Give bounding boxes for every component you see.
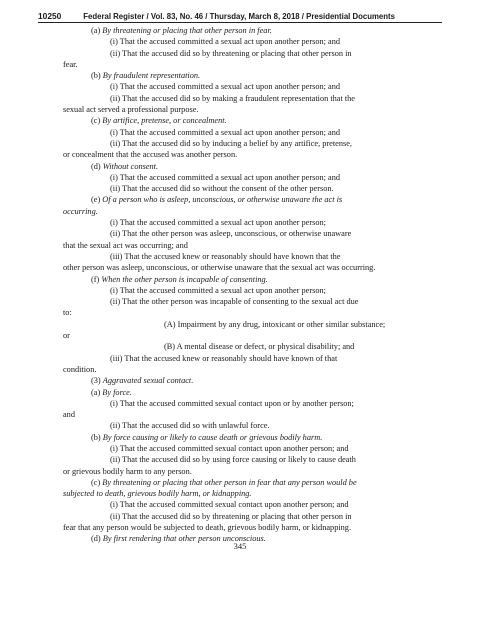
line-text: and [63, 410, 75, 420]
line-text: (iii) That the accused knew or reasonably should have known of that [110, 353, 338, 363]
line-text: (i) That the accused committed a sexual act upon another person; and [110, 82, 341, 92]
text-line [63, 36, 433, 47]
italic-heading-text: Without consent. [102, 161, 159, 171]
text-line [63, 228, 433, 239]
text-line [63, 59, 433, 70]
text-line [63, 522, 433, 533]
text-line [63, 183, 433, 194]
text-line [63, 466, 433, 477]
line-text: (e) [91, 195, 103, 205]
text-line [63, 307, 433, 318]
line-text: fear that any person would be subjected to death, grievous bodily harm, or kidnapping. [63, 523, 352, 533]
text-line [63, 48, 433, 59]
italic-heading-text: subjected to death, grievous bodily harm, or kidnapping. [63, 489, 252, 499]
line-text: (ii) That the accused did so by threatening or placing that other person in [110, 511, 352, 521]
line-text: (a) [91, 26, 103, 35]
line-text: (c) [91, 116, 103, 126]
text-line [63, 364, 433, 375]
text-line [63, 240, 433, 251]
italic-heading-text: By force. [102, 387, 132, 397]
line-text: (ii) That the accused did so with unlawful force. [110, 421, 270, 431]
line-text: (i) That the accused committed a sexual act upon another person; [110, 218, 326, 228]
line-text: (b) [91, 432, 103, 442]
line-text: (i) That the accused committed sexual contact upon or by another person; [110, 398, 354, 408]
italic-heading-text: Of a person who is asleep, unconscious, or otherwise unaware the act is [102, 195, 343, 205]
text-line [63, 409, 433, 420]
text-line [63, 443, 433, 454]
line-text: fear. [63, 59, 78, 69]
line-text: (i) That the accused committed a sexual act upon another person; [110, 285, 326, 295]
line-text: (B) A mental disease or defect, or physical disability; and [164, 342, 355, 352]
text-line [63, 353, 433, 364]
line-text: that the sexual act was occurring; and [63, 240, 188, 250]
line-text: (ii) That the accused did so by making a fraudulent representation that the [110, 93, 355, 103]
line-text: (ii) That the other person was asleep, unconscious, or otherwise unaware [110, 229, 352, 239]
header-page-number: 10250 [38, 11, 62, 21]
header-rule [38, 22, 442, 23]
line-text: condition. [63, 364, 97, 374]
line-text: (i) That the accused committed a sexual act upon another person; and [110, 127, 341, 137]
italic-heading-text: By artifice, pretense, or concealment. [102, 116, 227, 126]
italic-heading-text: By first rendering that other person unconscious. [102, 534, 266, 544]
italic-heading-text: occurring. [63, 206, 98, 216]
line-text: (ii) That the other person was incapable of consenting to the sexual act due [110, 297, 359, 307]
line-text: (ii) That the accused did so without the consent of the other person. [110, 184, 334, 194]
line-text: (d) [91, 534, 103, 544]
text-line [63, 432, 433, 443]
document-body [63, 25, 433, 545]
line-text: (d) [91, 161, 103, 171]
running-header [38, 11, 430, 21]
line-text: to: [63, 308, 72, 318]
line-text: (i) That the accused committed sexual contact upon another person; and [110, 500, 349, 510]
text-line [63, 172, 433, 183]
text-line [63, 127, 433, 138]
text-line [63, 194, 433, 205]
line-text: (f) [91, 274, 102, 284]
text-line [63, 138, 433, 149]
page-footer-number: 345 [233, 541, 247, 551]
text-line [63, 217, 433, 228]
text-line [63, 330, 433, 341]
line-text: or concealment that the accused was another person. [63, 150, 238, 160]
line-text: (i) That the accused committed sexual contact upon another person; and [110, 443, 349, 453]
line-text: (c) [91, 477, 103, 487]
line-text: (b) [91, 71, 103, 81]
line-text: or grievous bodily harm to any person. [63, 466, 192, 476]
text-line [63, 206, 433, 217]
text-line [63, 25, 433, 36]
text-line [63, 70, 433, 81]
line-text: (ii) That the accused did so by threatening or placing that other person in [110, 48, 352, 58]
text-line [63, 285, 433, 296]
text-line [63, 387, 433, 398]
italic-heading-text: By force causing or likely to cause death or grievous bodily harm. [102, 432, 323, 442]
line-text: (i) That the accused committed a sexual act upon another person; and [110, 172, 341, 182]
text-line [63, 341, 433, 352]
text-line [63, 149, 433, 160]
text-line [63, 454, 433, 465]
line-text: (ii) That the accused did so by using force causing or likely to cause death [110, 455, 356, 465]
text-line [63, 420, 433, 431]
text-line [63, 511, 433, 522]
line-text: other person was asleep, unconscious, or otherwise unaware that the sexual act was occurring. [63, 263, 376, 273]
line-text: (A) Impairment by any drug, intoxicant or other similar substance; [164, 319, 386, 329]
line-text: (iii) That the accused knew or reasonably should have known that the [110, 251, 341, 261]
line-text: (ii) That the accused did so by inducing a belief by any artifice, pretense, [110, 138, 352, 148]
line-text: (3) [91, 376, 103, 386]
text-line [63, 161, 433, 172]
italic-heading-text: By fraudulent representation. [102, 71, 201, 81]
text-line [63, 319, 433, 330]
text-line [63, 398, 433, 409]
text-line [63, 375, 433, 386]
text-line [63, 296, 433, 307]
text-line [63, 488, 433, 499]
text-line [63, 104, 433, 115]
header-masthead: Federal Register / Vol. 83, No. 46 / Thursday, March 8, 2018 / Presidential Documents [83, 12, 395, 21]
text-line [63, 499, 433, 510]
text-line [63, 81, 433, 92]
text-line [63, 115, 433, 126]
text-line [63, 274, 433, 285]
italic-heading-text: When the other person is incapable of consenting. [101, 274, 268, 284]
italic-heading-text: Aggravated sexual contact. [102, 376, 194, 386]
line-text: or [63, 331, 70, 341]
italic-heading-text: By threatening or placing that other person in fear. [102, 26, 272, 35]
line-text: (i) That the accused committed a sexual act upon another person; and [110, 37, 341, 47]
italic-heading-text: By threatening or placing that other person in fear that any person would be [102, 477, 357, 487]
text-line [63, 262, 433, 273]
line-text: sexual act served a professional purpose. [63, 105, 199, 115]
text-line [63, 93, 433, 104]
line-text: (a) [91, 387, 103, 397]
text-line [63, 251, 433, 262]
text-line [63, 477, 433, 488]
